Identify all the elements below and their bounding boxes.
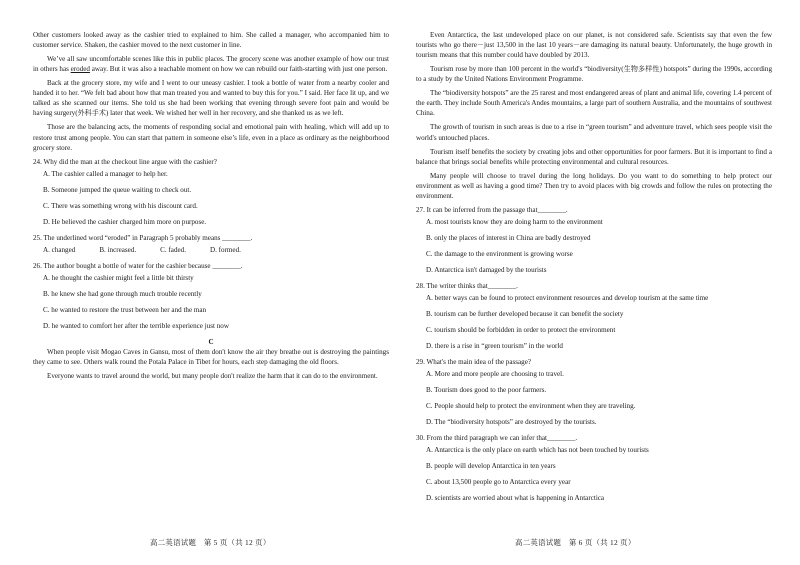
underlined-word: eroded xyxy=(70,65,90,74)
paragraph: We’ve all saw uncomfortable scenes like this in public places. The grocery scene was another example of how our trust in others has eroded away. But it was also a teachable moment on how we can rebuild our faith-starting with just one person. xyxy=(33,55,389,74)
paragraph: Tourism itself benefits the society by creating jobs and other opportunities for poor farmers. But it is important to find a balance that brings social benefits while protecting environmental and cultural resources. xyxy=(416,147,772,166)
answer-option: D. scientists are worried about what is happening in Antarctica xyxy=(426,493,605,502)
answer-option: A. The cashier called a manager to help her. xyxy=(43,169,168,178)
answer-option: D. Antarctica isn't damaged by the tourists xyxy=(426,265,547,274)
answer-option: A. he thought the cashier might feel a little bit thirsty xyxy=(43,273,194,282)
answer-option: B. he knew she had gone through much trouble recently xyxy=(43,289,202,298)
paragraph: Back at the grocery store, my wife and I went to our uneasy cashier. I took a bottle of water from a nearby cooler and handed it to her. “We felt bad about how that man treated you and wanted to buy this for you.” I said. Her face lit up, and we talked as she scanned our items. She told us she had been working that evening through severe foot pain and would be having surgery(外科手术) later that week. We wished her well in her recovery, and she thanked us as we left. xyxy=(33,79,389,118)
answer-option: B. Someone jumped the queue waiting to check out. xyxy=(43,185,192,194)
questions-27-30 xyxy=(416,205,772,503)
answer-option: B. people will develop Antarctica in ten years xyxy=(426,461,556,470)
answer-option: B. tourism can be further developed because it can benefit the society xyxy=(426,309,624,318)
paragraph: Even Antarctica, the last undeveloped place on our planet, is not considered safe. Scientists say that even the few tourists who go there－just 13,500 in the last 10 years－are damaging its natural beauty. Unfortunately, the huge growth in tourism means that this number could have doubled by 2013. xyxy=(416,31,772,60)
answer-option: D. he wanted to comfort her after the terrible experience just now xyxy=(43,321,229,330)
passage-c xyxy=(33,347,389,381)
answer-options xyxy=(43,245,389,255)
question-stem: 25. The underlined word “eroded” in Paragraph 5 probably means ________. xyxy=(33,233,253,242)
question-stem: 24. Why did the man at the checkout line argue with the cashier? xyxy=(33,157,217,166)
passage-b xyxy=(33,30,389,153)
answer-option: A. changed xyxy=(43,245,76,254)
section-c-heading: C xyxy=(208,337,214,346)
paragraph: Those are the balancing acts, the moments of responding social and emotional pain with healing, which will add up to restore trust among people. You can start that pattern in someone else’s life, even in a place as ordinary as the neighborhood grocery store. xyxy=(33,123,389,152)
answer-option: A. Antarctica is the only place on earth which has not been touched by tourists xyxy=(426,445,649,454)
answer-option: D. He believed the cashier charged him more on purpose. xyxy=(43,217,207,226)
answer-option: D. The “biodiversity hotspots” are destroyed by the tourists. xyxy=(426,417,597,426)
question-stem: 30. From the third paragraph we can infer that________. xyxy=(416,433,578,442)
paragraph: Many people will choose to travel during the long holidays. Do you want to do something to help protect our environment as well as having a good time? Then try to avoid places with big crowds and follow the rules on protecting the environment. xyxy=(416,171,772,200)
paragraph: When people visit Mogao Caves in Gansu, most of them don't know the air they breathe out is destroying the paintings they came to see. Others walk round the Potala Palace in Tibet for hours, each step damaging the old floors. xyxy=(33,347,389,366)
page-footer-5: 高二英语试题 第 5 页（共 12 页） xyxy=(150,538,271,547)
question-stem: 29. What's the main idea of the passage? xyxy=(416,357,532,366)
page-footer-6: 高二英语试题 第 6 页（共 12 页） xyxy=(515,538,636,547)
answer-option: A. better ways can be found to protect environment resources and develop tourism at the same time xyxy=(426,293,709,302)
answer-option: A. most tourists know they are doing harm to the environment xyxy=(426,217,603,226)
left-page xyxy=(33,30,389,385)
paragraph: Other customers looked away as the cashier tried to explained to him. She called a manager, who accompanied him to customer service. Shaken, the cashier moved to the next customer in line. xyxy=(33,31,389,50)
answer-option: C. There was something wrong with his discount card. xyxy=(43,201,198,210)
answer-option: D. formed. xyxy=(209,245,241,254)
answer-option: B. increased. xyxy=(99,245,137,254)
question-stem: 28. The writer thinks that________. xyxy=(416,281,518,290)
paragraph: Tourism rose by more than 100 percent in the world's “biodiversity(生物多样性) hotspots” during the 1990s, according to a study by the United Nations Environment Programme. xyxy=(416,65,772,84)
question-stem: 26. The author bought a bottle of water for the cashier because ________. xyxy=(33,261,243,270)
answer-option: B. only the places of interest in China are badly destroyed xyxy=(426,233,591,242)
paragraph: Everyone wants to travel around the world, but many people don't realize the harm that it can do to the environment. xyxy=(47,371,378,380)
answer-option: D. there is a rise in “green tourism” in the world xyxy=(426,341,563,350)
answer-option: A. More and more people are choosing to travel. xyxy=(426,369,564,378)
question-stem: 27. It can be inferred from the passage that________. xyxy=(416,205,568,214)
answer-option: C. tourism should be forbidden in order to protect the environment xyxy=(426,325,616,334)
answer-option: B. Tourism does good to the poor farmers. xyxy=(426,385,547,394)
answer-option: C. faded. xyxy=(160,245,186,254)
paragraph: The growth of tourism in such areas is due to a rise in “green tourism” and adventure travel, which sees people visit the world's untouched places. xyxy=(416,123,772,142)
right-page xyxy=(416,30,772,509)
answer-option: C. the damage to the environment is growing worse xyxy=(426,249,573,258)
answer-option: C. he wanted to restore the trust between her and the man xyxy=(43,305,207,314)
questions-24-26 xyxy=(33,157,389,331)
answer-option: C. about 13,500 people go to Antarctica every year xyxy=(426,477,571,486)
paragraph: The “biodiversity hotspots” are the 25 rarest and most endangered areas of plant and animal life, covering 1.4 percent of the earth. They include South America's Andes mountains, a large part of southern Australia, and the mountains of southwest China. xyxy=(416,89,772,118)
passage-c-continued xyxy=(416,30,772,201)
answer-option: C. People should help to protect the environment when they are traveling. xyxy=(426,401,636,410)
